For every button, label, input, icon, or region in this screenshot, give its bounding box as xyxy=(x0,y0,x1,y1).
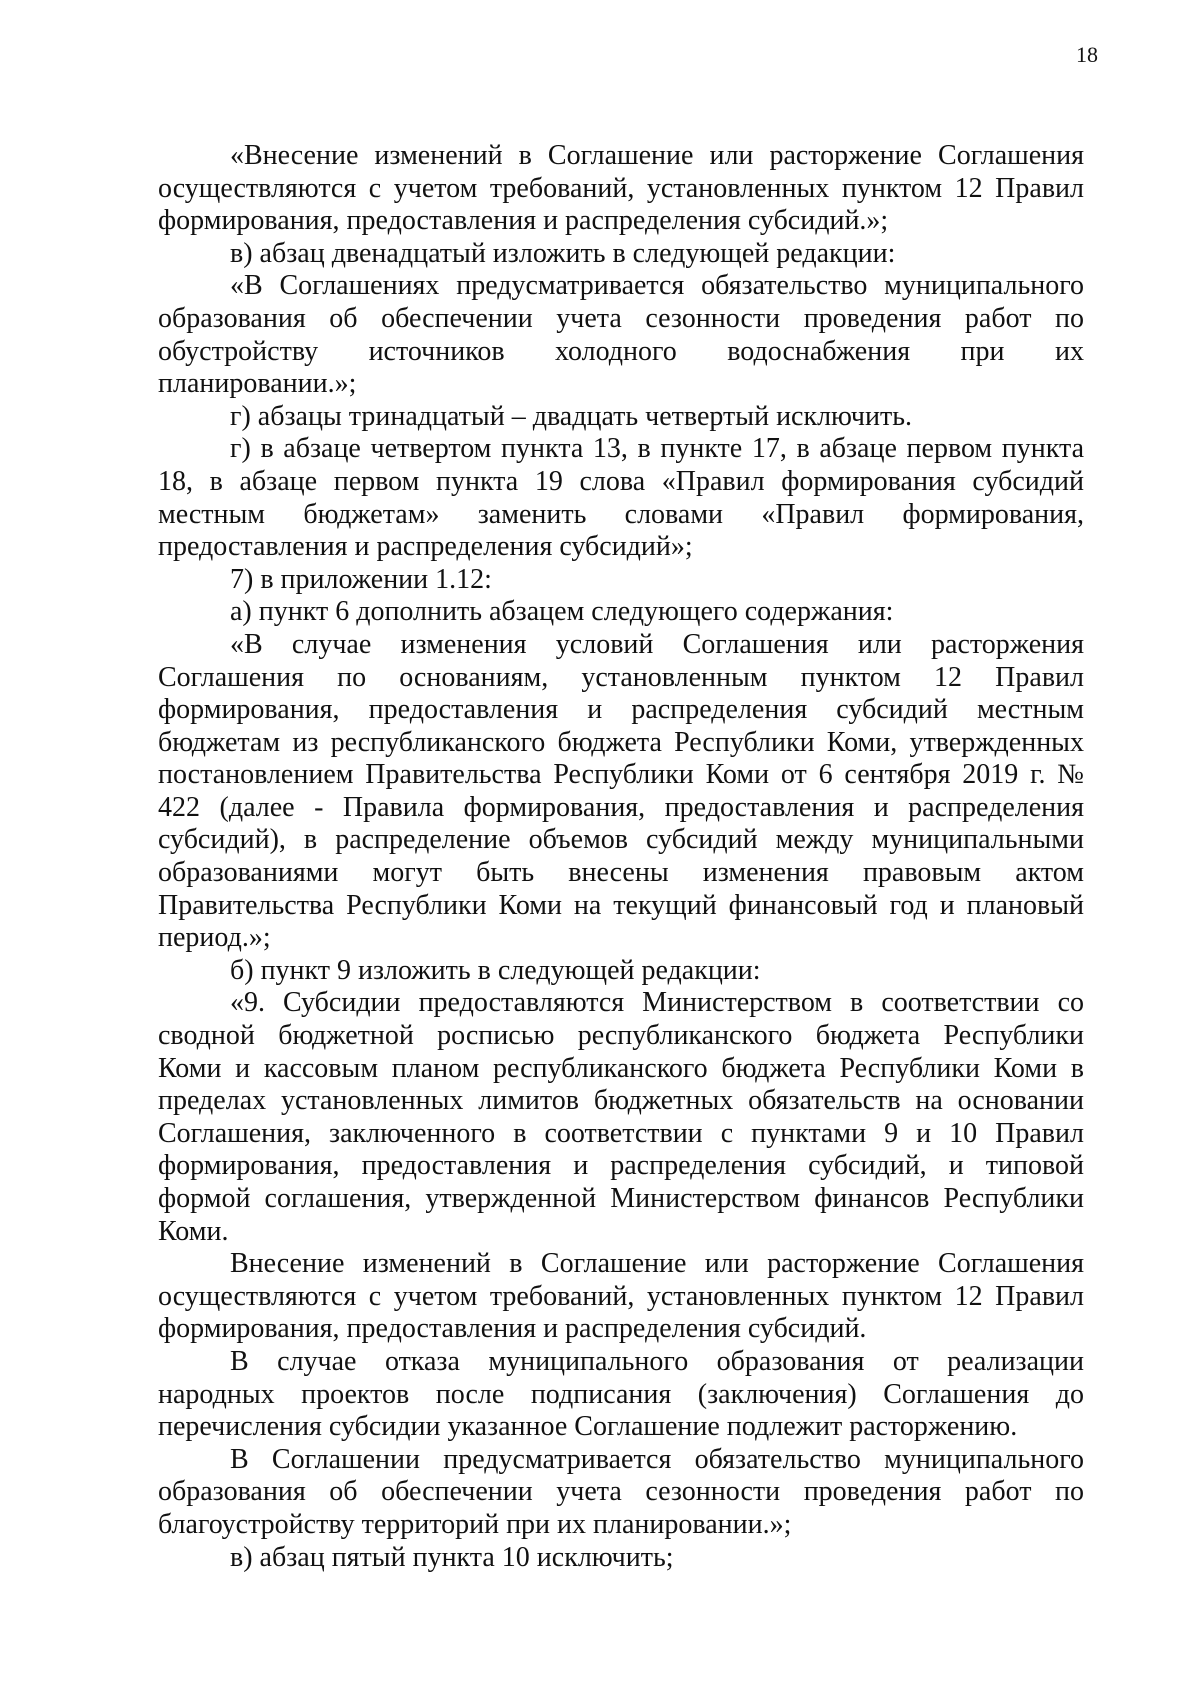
text-line: формой соглашения, утвержденной Министерством финансов Республики xyxy=(158,1183,1084,1214)
text-line: сводной бюджетной росписью республиканского бюджета Республики xyxy=(158,1020,1084,1052)
text-line: местным бюджетам» заменить словами «Правил формирования, xyxy=(158,498,1084,530)
text-line: Коми и кассовым планом республиканского бюджета Республики Коми в xyxy=(158,1052,1084,1084)
text-line: постановлением Правительства Республики Коми от 6 сентября 2019 г. № xyxy=(158,759,1084,791)
text-line: осуществляются с учетом требований, установленных пунктом 12 Правил xyxy=(158,172,1084,204)
text-line: бюджетам из республиканского бюджета Республики Коми, утвержденных xyxy=(158,726,1084,758)
text-line: в) абзац пятый пункта 10 исключить; xyxy=(230,1541,674,1573)
page-number: 18 xyxy=(1076,42,1098,67)
text-line: В Соглашении предусматривается обязательство муниципального xyxy=(230,1443,1084,1475)
text-line: образования об обеспечении учета сезонности проведения работ по xyxy=(158,1476,1084,1508)
text-line: «9. Субсидии предоставляются Министерством в соответствии со xyxy=(230,987,1084,1019)
text-line: а) пункт 6 дополнить абзацем следующего содержания: xyxy=(230,596,894,628)
text-line: Внесение изменений в Соглашение или расторжение Соглашения xyxy=(230,1248,1084,1280)
text-line: В случае отказа муниципального образования от реализации xyxy=(230,1345,1084,1377)
text-line: Соглашения, заключенного в соответствии с пунктами 9 и 10 Правил xyxy=(158,1117,1084,1149)
text-line: формирования, предоставления и распределения субсидий. xyxy=(158,1313,867,1345)
text-line: г) в абзаце четвертом пункта 13, в пункте 17, в абзаце первом пункта xyxy=(230,433,1084,465)
text-line: народных проектов после подписания (заключения) Соглашения до xyxy=(158,1378,1084,1410)
text-line: субсидий), в распределение объемов субсидий между муниципальными xyxy=(158,824,1084,856)
text-line: предоставления и распределения субсидий»; xyxy=(158,531,693,563)
text-line: формирования, предоставления и распределения субсидий.»; xyxy=(158,205,889,237)
text-line: благоустройству территорий при их планировании.»; xyxy=(158,1508,792,1540)
text-line: г) абзацы тринадцатый – двадцать четвертый исключить. xyxy=(230,400,912,432)
text-line: 7) в приложении 1.12: xyxy=(230,563,492,595)
text-line: Коми. xyxy=(158,1215,229,1247)
text-line: б) пункт 9 изложить в следующей редакции: xyxy=(230,954,761,986)
text-line: «В случае изменения условий Соглашения или расторжения xyxy=(230,628,1084,660)
text-line: 422 (далее - Правила формирования, предоставления и распределения xyxy=(158,791,1084,823)
text-line: пределах установленных лимитов бюджетных обязательств на основании xyxy=(158,1085,1084,1117)
text-line: «Внесение изменений в Соглашение или расторжение Соглашения xyxy=(230,140,1084,171)
text-line: формирования, предоставления и распределения субсидий местным xyxy=(158,694,1084,726)
document-body xyxy=(158,140,1084,1574)
text-line: образованиями могут быть внесены изменения правовым актом xyxy=(158,857,1084,889)
text-line: в) абзац двенадцатый изложить в следующей редакции: xyxy=(230,237,896,269)
text-line: Соглашения по основаниям, установленным пунктом 12 Правил xyxy=(158,661,1084,693)
text-line: планировании.»; xyxy=(158,368,357,400)
text-line: обустройству источников холодного водоснабжения при их xyxy=(158,335,1084,367)
text-line: «В Соглашениях предусматривается обязательство муниципального xyxy=(230,270,1084,302)
text-line: перечисления субсидии указанное Соглашение подлежит расторжению. xyxy=(158,1411,1018,1443)
text-line: Правительства Республики Коми на текущий финансовый год и плановый xyxy=(158,889,1084,921)
text-line: образования об обеспечении учета сезонности проведения работ по xyxy=(158,302,1084,334)
text-line: осуществляются с учетом требований, установленных пунктом 12 Правил xyxy=(158,1280,1084,1312)
text-line: формирования, предоставления и распределения субсидий, и типовой xyxy=(158,1150,1084,1182)
text-line: 18, в абзаце первом пункта 19 слова «Правил формирования субсидий xyxy=(158,465,1084,497)
text-line: период.»; xyxy=(158,922,271,954)
